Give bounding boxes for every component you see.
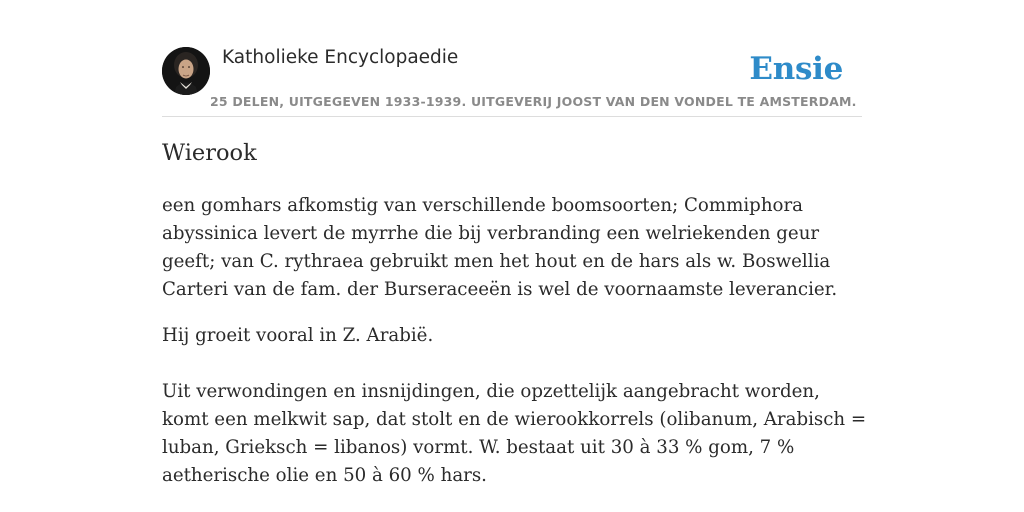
ensie-logo[interactable]: Ensie [749, 51, 843, 87]
portrait-avatar-icon[interactable] [162, 47, 210, 95]
source-meta: 25 DELEN, UITGEGEVEN 1933-1939. UITGEVERIJ JOOST VAN DEN VONDEL TE AMSTERDAM. [210, 94, 857, 109]
article-paragraph: Uit verwondingen en insnijdingen, die opzettelijk aangebracht worden, komt een melkwit sap, dat stolt en de wierookkorrels (olibanum, Arabisch = luban, Grieksch = libanos) vormt. W. bestaat uit 30 à 33 % gom, 7 % aetherische olie en 50 à 60 % hars. [162, 381, 867, 486]
source-title[interactable]: Katholieke Encyclopaedie [222, 47, 459, 68]
article-paragraph: een gomhars afkomstig van verschillende boomsoorten; Commiphora abyssinica levert de myrrhe die bij verbranding een welriekenden geur geeft; van C. rythraea gebruikt men het hout en de hars als w. Boswellia Carteri van de fam. der Burseraceeën is wel de voornaamste leverancier. [162, 195, 838, 300]
source-header [162, 44, 862, 117]
article-paragraph: Hij groeit vooral in Z. Arabië. [162, 325, 434, 346]
article-body [162, 192, 867, 508]
article-title: Wierook [162, 140, 257, 166]
